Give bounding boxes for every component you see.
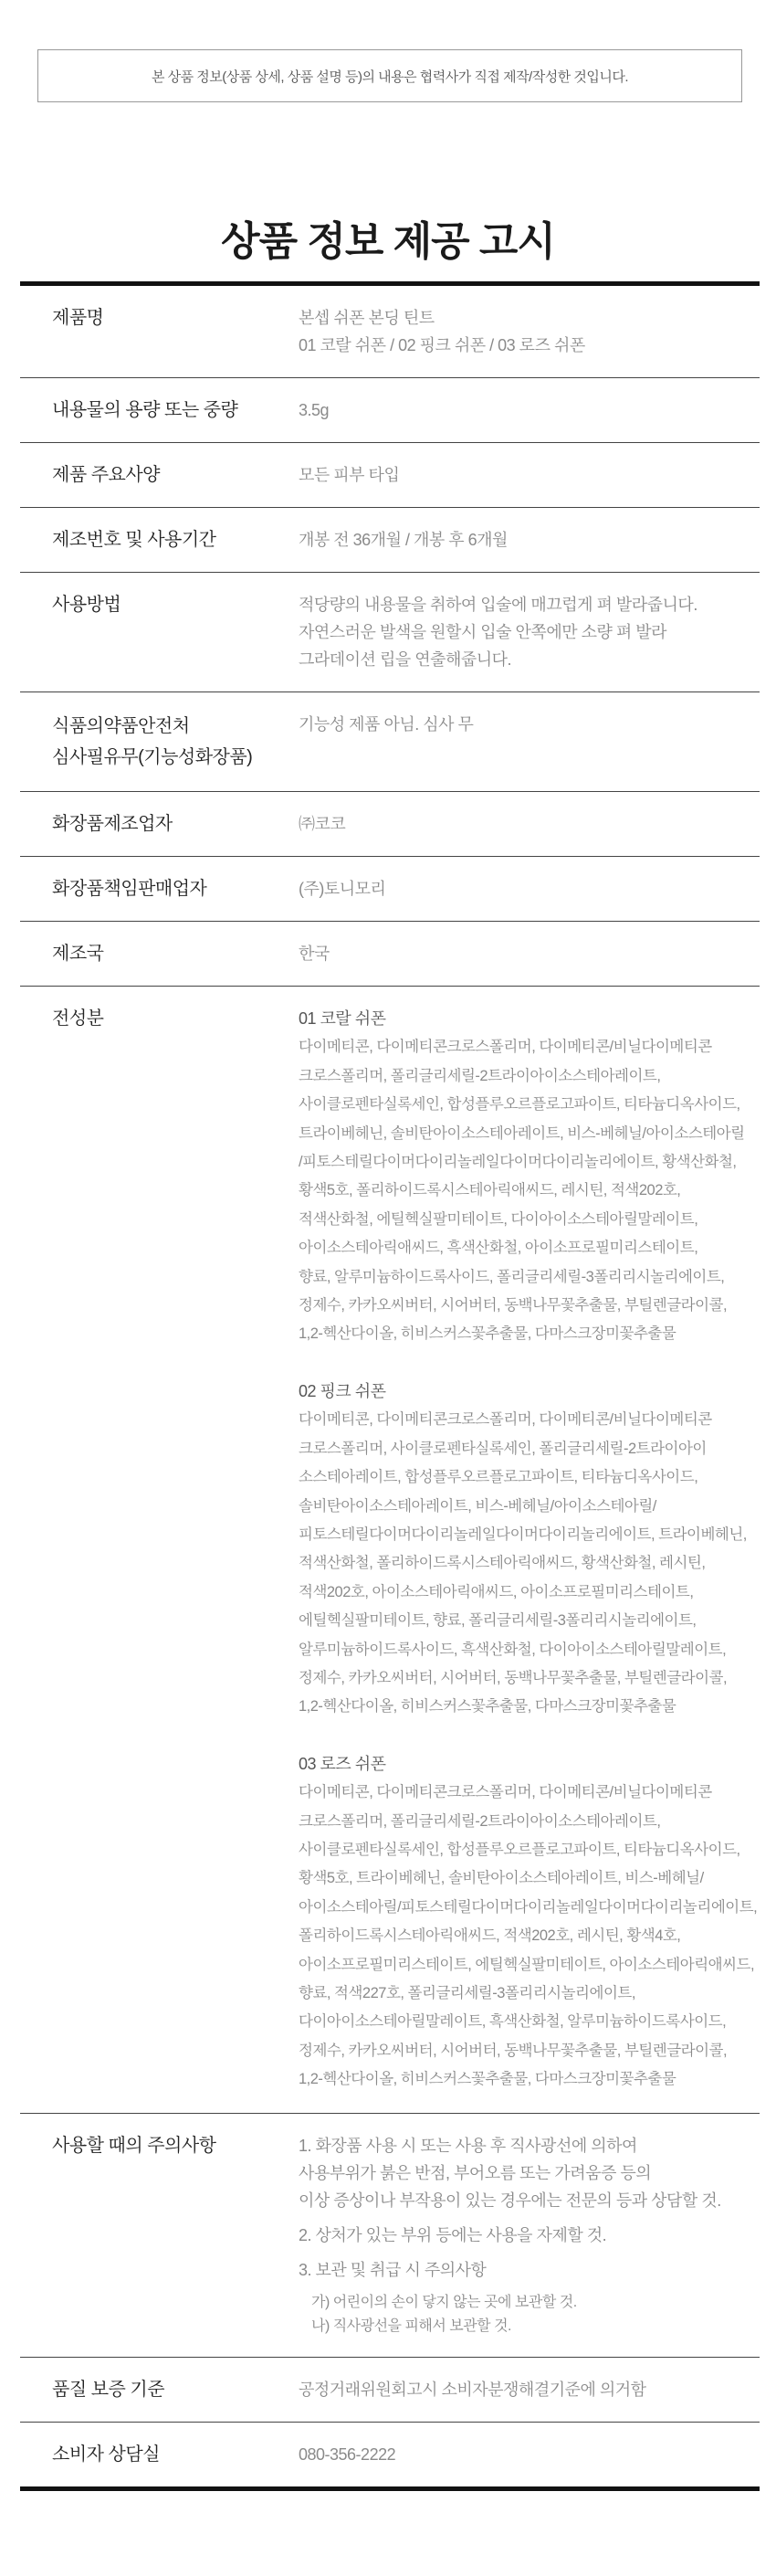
ingredient-section-title: 03 로즈 쉬폰 [299,1754,386,1773]
caution-subitem: 나) 직사광선을 피해서 보관할 것. [311,2317,511,2334]
row-mfds-review [20,692,760,792]
ingredient-line: 트라이베헤닌, 솔비탄아이소스테아레이트, 비스-베헤닐/아이소스테아릴 [299,1124,745,1142]
ingredient-line: 아이소스테아릭애씨드, 흑색산화철, 아이소프로필미리스테이트, [299,1240,698,1257]
ingredient-section [299,1750,760,2095]
ingredient-line: 적색산화철, 에틸헥실팔미테이트, 다이아이소스테아릴말레이트, [299,1210,698,1228]
ingredient-line: 크로스폴리머, 폴리글리세릴-2트라이아이소스테아레이트, [299,1812,661,1830]
row-label: 제품 주요사양 [52,465,160,485]
ingredient-line: 솔비탄아이소스테아레이트, 비스-베헤닐/아이소스테아릴/ [299,1497,656,1515]
row-value: 개봉 전 36개월 / 개봉 후 6개월 [299,531,508,549]
row-label: 화장품제조업자 [52,814,173,834]
row-caution [20,2114,760,2358]
ingredient-section-title: 01 코랄 쉬폰 [299,1009,386,1028]
ingredient-line: 크로스폴리머, 폴리글리세릴-2트라이아이소스테아레이트, [299,1067,661,1084]
row-value: 3.5g [299,401,330,419]
value-line: 적당량의 내용물을 취하여 입술에 매끄럽게 펴 발라줍니다. [299,596,697,614]
ingredient-line: 1,2-헥산다이올, 히비스커스꽃추출물, 다마스크장미꽃추출물 [299,1698,676,1716]
ingredient-line: 적색산화철, 폴리하이드록시스테아릭애씨드, 황색산화철, 레시틴, [299,1555,706,1572]
label-line: 식품의약품안전처 [52,716,190,736]
caution-list [299,2132,760,2338]
ingredient-line: 아이소프로필미리스테이트, 에틸헥실팔미테이트, 아이소스테아릭애씨드, [299,1956,755,1973]
product-info-table [20,281,760,2491]
value-line: 1. 화장품 사용 시 또는 사용 후 직사광선에 의하여 [299,2136,637,2155]
row-value: 기능성 제품 아님. 심사 무 [299,715,474,734]
ingredient-section-title: 02 핑크 쉬폰 [299,1381,386,1400]
caution-subitems [299,2291,760,2338]
row-label: 사용할 때의 주의사항 [52,2135,216,2156]
row-label: 제조국 [52,944,104,964]
ingredient-section [299,1378,760,1722]
row-label: 전성분 [52,1008,104,1029]
label-line: 심사필유무(기능성화장품) [52,747,253,767]
row-product-name [20,286,760,378]
row-label: 사용방법 [52,595,121,615]
ingredient-line: 사이클로펜타실록세인, 합성플루오르플로고파이트, 티타늄디옥사이드, [299,1096,740,1114]
value-line: 사용부위가 붉은 반점, 부어오름 또는 가려움증 등의 [299,2163,652,2182]
page-title: 상품 정보 제공 고시 [221,219,555,264]
ingredient-line: 소스테아레이트, 합성플루오르플로고파이트, 티타늄디옥사이드, [299,1469,698,1486]
row-value: 공정거래위원회고시 소비자분쟁해결기준에 의거함 [299,2380,646,2399]
ingredient-line: 폴리하이드록시스테아릭애씨드, 적색202호, 레시틴, 황색4호, [299,1927,681,1945]
disclaimer-text: 본 상품 정보(상품 상세, 상품 설명 등)의 내용은 협력사가 직접 제작/작성한 것입니다. [151,69,628,85]
value-line: 3. 보관 및 취급 시 주의사항 [299,2260,487,2279]
ingredient-line: 정제수, 카카오씨버터, 시어버터, 동백나무꽃추출물, 부틸렌글라이콜, [299,1297,728,1314]
value-line: 그라데이션 립을 연출해줍니다. [299,650,512,669]
row-quality [20,2358,760,2423]
ingredient-line: 다이메티콘, 다이메티콘크로스폴리머, 다이메티콘/비닐다이메티콘 [299,1411,712,1429]
value-line: 본셉 쉬폰 본딩 틴트 [299,309,435,327]
value-line: 자연스러운 발색을 원할시 입술 안쪽에만 소량 펴 발라 [299,623,667,641]
caution-item [299,2132,760,2214]
row-capacity [20,378,760,443]
ingredient-section [299,1005,760,1349]
phone-number: 080-356-2222 [299,2444,396,2464]
row-value: ㈜코코 [299,815,346,833]
ingredient-line: 황색5호, 폴리하이드록시스테아릭애씨드, 레시틴, 적색202호, [299,1182,681,1199]
disclaimer-notice [37,49,742,102]
row-label: 내용물의 용량 또는 중량 [52,400,238,420]
value-line: 이상 증상이나 부작용이 있는 경우에는 전문의 등과 상담할 것. [299,2191,721,2210]
caution-subitem: 가) 어린이의 손이 닿지 않는 곳에 보관할 것. [311,2294,577,2310]
ingredient-line: 다이메티콘, 다이메티콘크로스폴리머, 다이메티콘/비닐다이메티콘 [299,1784,712,1801]
ingredient-line: 아이소스테아릴/피토스테릴다이머다이리놀레일다이머다이리놀리에이트, [299,1898,758,1916]
ingredient-line: 황색5호, 트라이베헤닌, 솔비탄아이소스테아레이트, 비스-베헤닐/ [299,1870,704,1887]
ingredient-line: 1,2-헥산다이올, 히비스커스꽃추출물, 다마스크장미꽃추출물 [299,2071,676,2088]
ingredient-line: 크로스폴리머, 사이클로펜타실록세인, 폴리글리세릴-2트라이아이 [299,1440,707,1457]
ingredient-line: 피토스테릴다이머다이리놀레일다이머다이리놀리에이트, 트라이베헤닌, [299,1526,747,1543]
ingredient-line: 다이메티콘, 다이메티콘크로스폴리머, 다이메티콘/비닐다이메티콘 [299,1039,712,1056]
row-manufacturer [20,792,760,857]
caution-item [299,2256,760,2284]
row-seller [20,857,760,922]
row-value: 한국 [299,945,330,963]
row-label: 소비자 상담실 [52,2444,160,2465]
ingredients-list [299,1005,760,2095]
row-expiry [20,508,760,573]
row-value: 모든 피부 타입 [299,466,400,484]
ingredient-line: 적색202호, 아이소스테아릭애씨드, 아이소프로필미리스테이트, [299,1583,694,1600]
row-country [20,922,760,987]
row-label: 화장품책임판매업자 [52,879,207,899]
ingredient-line: 사이클로펜타실록세인, 합성플루오르플로고파이트, 티타늄디옥사이드, [299,1841,740,1858]
ingredient-line: 다이아이소스테아릴말레이트, 흑색산화철, 알루미늄하이드록사이드, [299,2013,727,2031]
caution-item [299,2222,760,2249]
ingredient-line: 에틸헥실팔미테이트, 향료, 폴리글리세릴-3폴리리시놀리에이트, [299,1612,697,1630]
row-customer-service [20,2423,760,2486]
ingredient-line: 알루미늄하이드록사이드, 흑색산화철, 다이아이소스테아릴말레이트, [299,1641,727,1658]
row-label: 제조번호 및 사용기간 [52,530,216,550]
ingredient-line: 향료, 적색227호, 폴리글리세릴-3폴리리시놀리에이트, [299,1985,635,2001]
ingredient-line: /피토스테릴다이머다이리놀레일다이머다이리놀리에이트, 황색산화철, [299,1154,737,1171]
value-line: 01 코랄 쉬폰 / 02 핑크 쉬폰 / 03 로즈 쉬폰 [299,336,585,354]
row-usage [20,573,760,692]
row-label: 제품명 [52,308,104,328]
row-ingredients [20,987,760,2114]
ingredient-line: 정제수, 카카오씨버터, 시어버터, 동백나무꽃추출물, 부틸렌글라이콜, [299,1669,728,1686]
row-spec [20,443,760,508]
row-value [299,304,760,359]
ingredient-line: 정제수, 카카오씨버터, 시어버터, 동백나무꽃추출물, 부틸렌글라이콜, [299,2042,728,2059]
value-line: 2. 상처가 있는 부위 등에는 사용을 자제할 것. [299,2225,607,2244]
row-label: 품질 보증 기준 [52,2379,165,2400]
row-value [299,591,760,673]
row-value: (주)토니모리 [299,880,386,898]
ingredient-line: 향료, 알루미늄하이드록사이드, 폴리글리세릴-3폴리리시놀리에이트, [299,1268,725,1285]
ingredient-line: 1,2-헥산다이올, 히비스커스꽃추출물, 다마스크장미꽃추출물 [299,1325,676,1343]
row-label [20,711,299,773]
